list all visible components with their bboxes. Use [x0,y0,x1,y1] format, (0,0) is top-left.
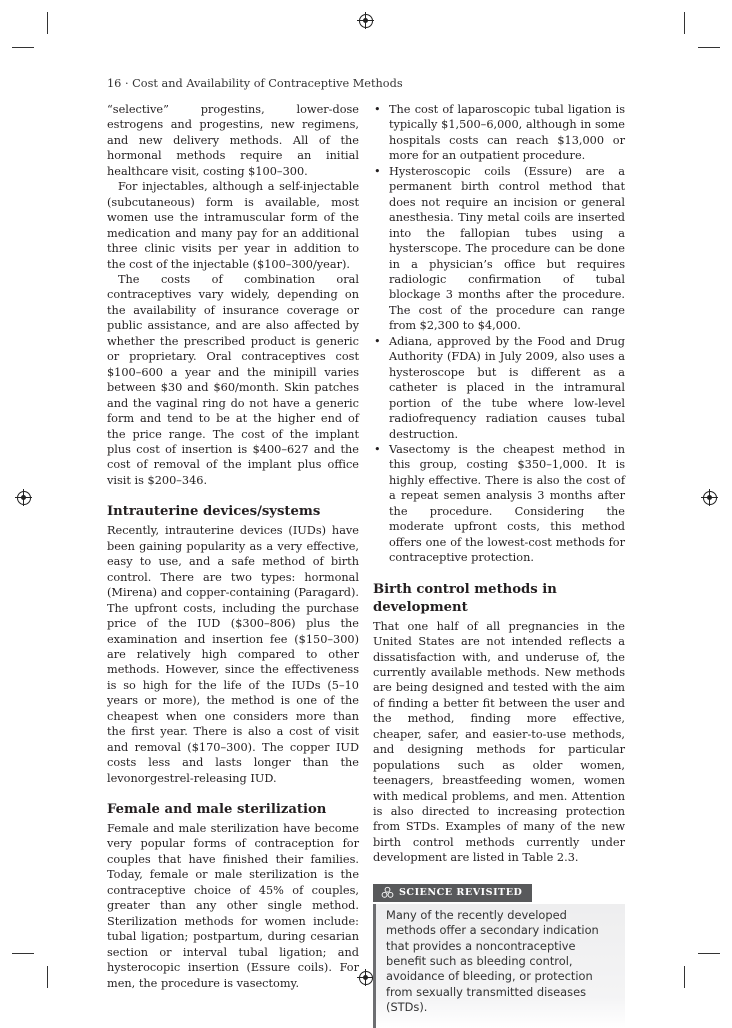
registration-mark-icon [359,14,373,28]
bullet-list [373,102,625,566]
section-heading-development: Birth control methods in development [373,581,557,615]
bullet-icon: • [374,334,381,348]
registration-mark-icon [359,971,373,985]
list-item [373,102,625,164]
left-column [107,102,359,991]
list-item [373,442,625,566]
crop-mark [47,12,48,34]
crop-mark [12,47,34,48]
list-item [373,334,625,442]
paragraph: The costs of combination oral contraceptives vary widely, depending on the availability of insurance coverage or public assistance, and are also affected by whether the prescribed product is generic or proprietary. Oral contraceptives cost $100–600 a year and the minipill varies between $30 and $60/month. Skin patches and the vaginal ring do not have a generic form and tend to be at the higher end of the price range. The cost of the implant plus cost of insertion is $400–627 and the cost of removal of the implant plus office visit is $200–346. [107,272,359,487]
sidebar-label-tab [373,884,532,902]
registration-mark-icon [17,491,31,505]
crop-mark [698,47,720,48]
crop-mark [47,966,48,988]
list-item-text: Hysteroscopic coils (Essure) are a permanent birth control method that does not require an incision or general anesthesia. Tiny metal coils are inserted into the fallopian tubes using a hysterscope. The procedure can be done in a physician’s office but requires radiologic confirmation of tubal blockage 3 months after the procedure. The cost of the procedure can range from $2,300 to $4,000. [389,164,625,333]
right-column [373,102,625,1028]
list-item-text: Vasectomy is the cheapest method in this group, costing $350–1,000. It is highly effective. There is also the cost of a repeat semen analysis 3 months after the procedure. Considering the moderate upfront costs, this method offers one of the lowest-cost methods for contraceptive protection. [389,442,625,565]
running-head: 16 · Cost and Availability of Contraceptive Methods [107,77,403,90]
bullet-icon: • [374,164,381,178]
list-item-text: The cost of laparoscopic tubal ligation is typically $1,500–6,000, although in some hospitals costs can reach $13,000 or more for an outpatient procedure. [389,103,625,163]
registration-mark-icon [703,491,717,505]
sidebar-label: SCIENCE REVISITED [399,887,523,899]
crop-mark [698,953,720,954]
paragraph: For injectables, although a self-injectable (subcutaneous) form is available, most women use the intramuscular form of the medication and many pay for an additional three clinic visits per year in addition to the cost of the injectable ($100–300/year). [107,180,359,271]
crop-mark [684,966,685,988]
crop-mark [684,12,685,34]
list-item [373,164,625,334]
molecule-icon [381,886,394,899]
paragraph: Recently, intrauterine devices (IUDs) have been gaining popularity as a very effective, easy to use, and a safe method of birth control. There are two types: hormonal (Mirena) and copper-containing (Paragard). The upfront costs, including the purchase price of the IUD ($300–806) plus the examination and insertion fee ($150–300) are relatively high compared to other methods. However, since the effectiveness is so high for the life of the IUDs (5–10 years or more), the method is one of the cheapest when one considers more than the first year. There is also a cost of visit and removal ($170–300). The copper IUD costs less and lasts longer than the levonorgestrel-releasing IUD. [107,524,359,785]
sidebar-body: Many of the recently developed methods offer a secondary indication that provides a noncontraceptive benefit such as bleeding control, avoidance of bleeding, or protection from sexually transmitted diseases (STDs). [373,904,625,1028]
paragraph: Female and male sterilization have become very popular forms of contraception for couples that have finished their families. Today, female or male sterilization is the contraceptive choice of 45% of couples, greater than any other single method. Sterilization methods for women include: tubal ligation; postpartum, during cesarian section or interval tubal ligation; and hysterocopic insertion (Essure coils). For men, the procedure is vasectomy. [107,822,359,990]
paragraph: “selective” progestins, lower-dose estrogens and progestins, new regimens, and new delivery methods. All of the hormonal methods require an initial healthcare visit, costing $100–300. [107,103,359,178]
crop-mark [12,953,34,954]
paragraph: That one half of all pregnancies in the United States are not intended reflects a dissatisfaction with, and underuse of, the currently available methods. New methods are being designed and tested with the aim of finding a better fit between the user and the method, finding more effective, cheaper, safer, and easier-to-use methods, and designing methods for particular populations such as older women, teenagers, breastfeeding women, women with medical problems, and men. Attention is also directed to increasing protection from STDs. Examples of many of the new birth control methods currently under development are listed in Table 2.3. [373,619,625,865]
science-revisited-box [373,884,625,1028]
section-heading-iud: Intrauterine devices/systems [107,504,321,520]
bullet-icon: • [374,103,381,116]
list-item-text: Adiana, approved by the Food and Drug Authority (FDA) in July 2009, also uses a hysteroscope but is different as a catheter is placed in the intramural portion of the tube where low-level radiofrequency radiation causes tubal destruction. [389,334,625,441]
section-heading-sterilization: Female and male sterilization [107,802,327,818]
bullet-icon: • [374,442,381,456]
